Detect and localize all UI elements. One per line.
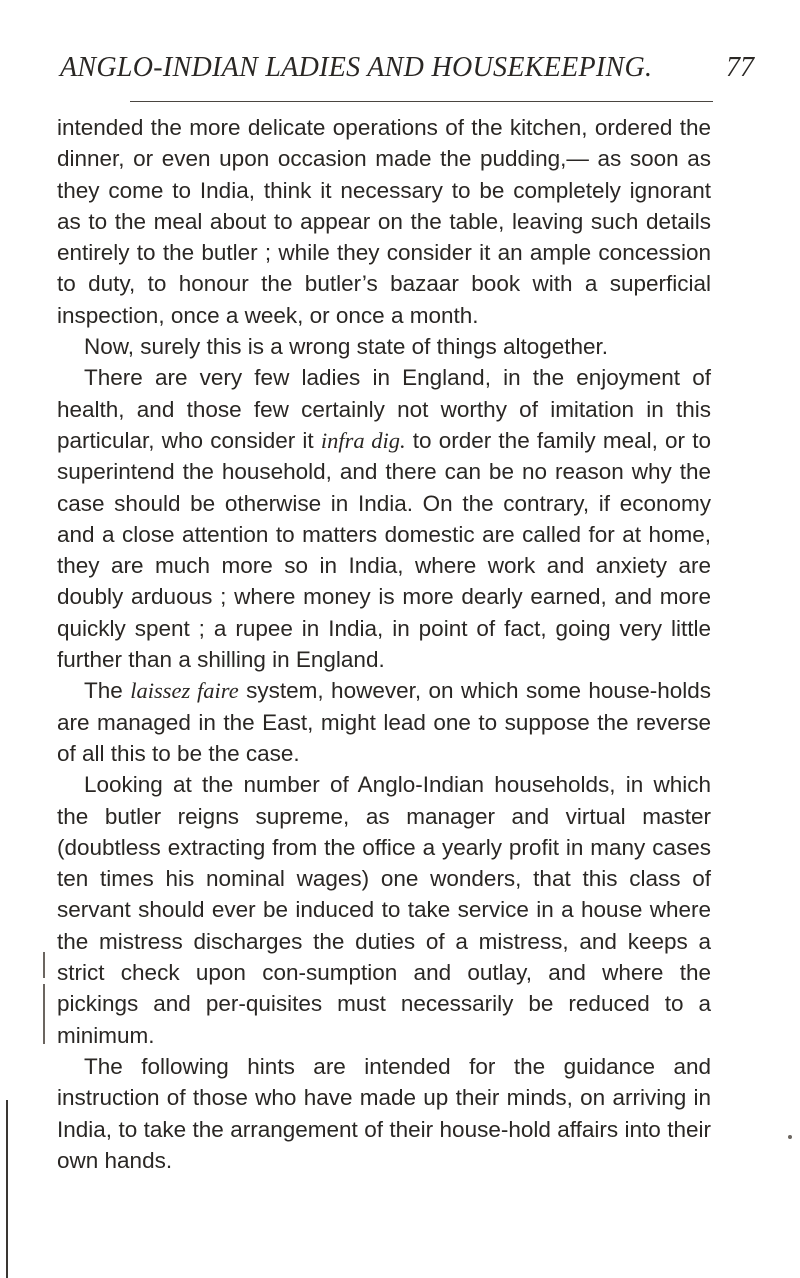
margin-mark bbox=[43, 984, 45, 1044]
page-number: 77 bbox=[726, 52, 754, 83]
text-run: The bbox=[84, 678, 131, 704]
header-rule bbox=[130, 101, 713, 102]
paragraph bbox=[57, 362, 711, 675]
paragraph bbox=[57, 331, 711, 362]
text-run: There are very few ladies in England, in the enjoyment of health, and those few certainly not worthy of imitation in this particular, who consider it bbox=[57, 365, 711, 453]
text-run: intended the more delicate operations of the kitchen, ordered the dinner, or even upon occasion made the pudding,— as soon as they come to India, think it necessary to be completely ignorant as to the meal about to appear on the table, leaving such details entirely to the butler ; while they consider it an ample concession to duty, to honour the butler’s bazaar book with a superficial inspection, once a week, or once a month. bbox=[57, 115, 711, 328]
paragraph bbox=[57, 769, 711, 1051]
italic-phrase: laissez faire bbox=[130, 678, 239, 704]
text-run: Looking at the number of Anglo-Indian households, in which the butler reigns supreme, as manager and virtual master (doubtless extracting from the office a yearly profit in many cases ten times his nominal wages) one wonders, that this class of servant should ever be induced to take service in a house where the mistress discharges the duties of a mistress, and keeps a strict check upon con-sumption and outlay, and where the pickings and per-quisites must necessarily be reduced to a minimum. bbox=[57, 772, 711, 1048]
text-run: The following hints are intended for the guidance and instruction of those who have made up their minds, on arriving in India, to take the arrangement of their house-hold affairs into their own hands. bbox=[57, 1053, 711, 1173]
paragraph bbox=[57, 675, 711, 769]
page-edge-line bbox=[6, 1100, 8, 1278]
body-text bbox=[57, 112, 711, 1176]
margin-mark bbox=[43, 952, 45, 978]
running-head bbox=[60, 52, 760, 92]
text-run: system, however, on which some house-holds are managed in the East, might lead one to suppose the reverse of all this to be the case. bbox=[57, 678, 711, 766]
text-run: Now, surely this is a wrong state of things altogether. bbox=[84, 334, 609, 360]
paragraph bbox=[57, 1051, 711, 1176]
running-title: ANGLO-INDIAN LADIES AND HOUSEKEEPING. bbox=[60, 52, 653, 83]
paragraph bbox=[57, 112, 711, 331]
italic-phrase: infra dig. bbox=[320, 427, 406, 453]
print-spot bbox=[788, 1135, 792, 1139]
text-run: to order the family meal, or to superintend the household, and there can be no reason why the case should be otherwise in India. On the contrary, if economy and a close attention to matters domestic are called for at home, they are much more so in India, where work and anxiety are doubly arduous ; where money is more dearly earned, and more quickly spent ; a rupee in India, in point of fact, going very little further than a shilling in England. bbox=[57, 427, 712, 673]
